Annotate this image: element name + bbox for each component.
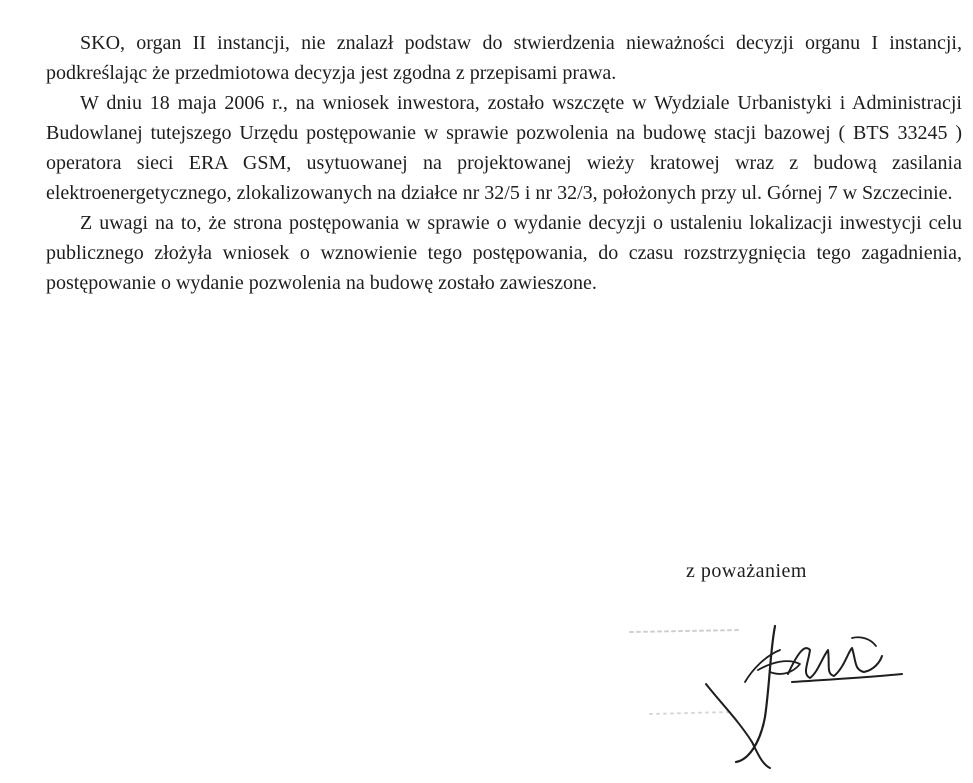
letter-body — [46, 28, 962, 298]
paragraph-sko-decision: SKO, organ II instancji, nie znalazł podstaw do stwierdzenia nieważności decyzji organu I instancji, podkreślając że przedmiotowa decyzja jest zgodna z przepisami prawa. — [46, 32, 962, 84]
paragraph-suspension: Z uwagi na to, że strona postępowania w sprawie o wydanie decyzji o ustaleniu lokalizacji inwestycji celu publicznego złożyła wniosek o wznowienie tego postępowania, do czasu rozstrzygnięcia tego zagadnienia, postępowanie o wydanie pozwolenia na budowę zostało zawieszone. — [46, 212, 962, 294]
closing-salutation: z poważaniem — [686, 560, 807, 582]
paragraph-permit-proceedings: W dniu 18 maja 2006 r., na wniosek inwestora, zostało wszczęte w Wydziale Urbanistyki i Administracji Budowlanej tutejszego Urzędu postępowanie w sprawie pozwolenia na budowę stacji bazowej ( BTS 33245 ) operatora sieci ERA GSM, usytuowanej na projektowanej wieży kratowej wraz z budową zasilania elektroenergetycznego, zlokalizowanych na działce nr 32/5 i nr 32/3, położonych przy ul. Górnej 7 w Szczecinie. — [46, 92, 962, 204]
handwritten-signature-icon — [620, 612, 920, 772]
